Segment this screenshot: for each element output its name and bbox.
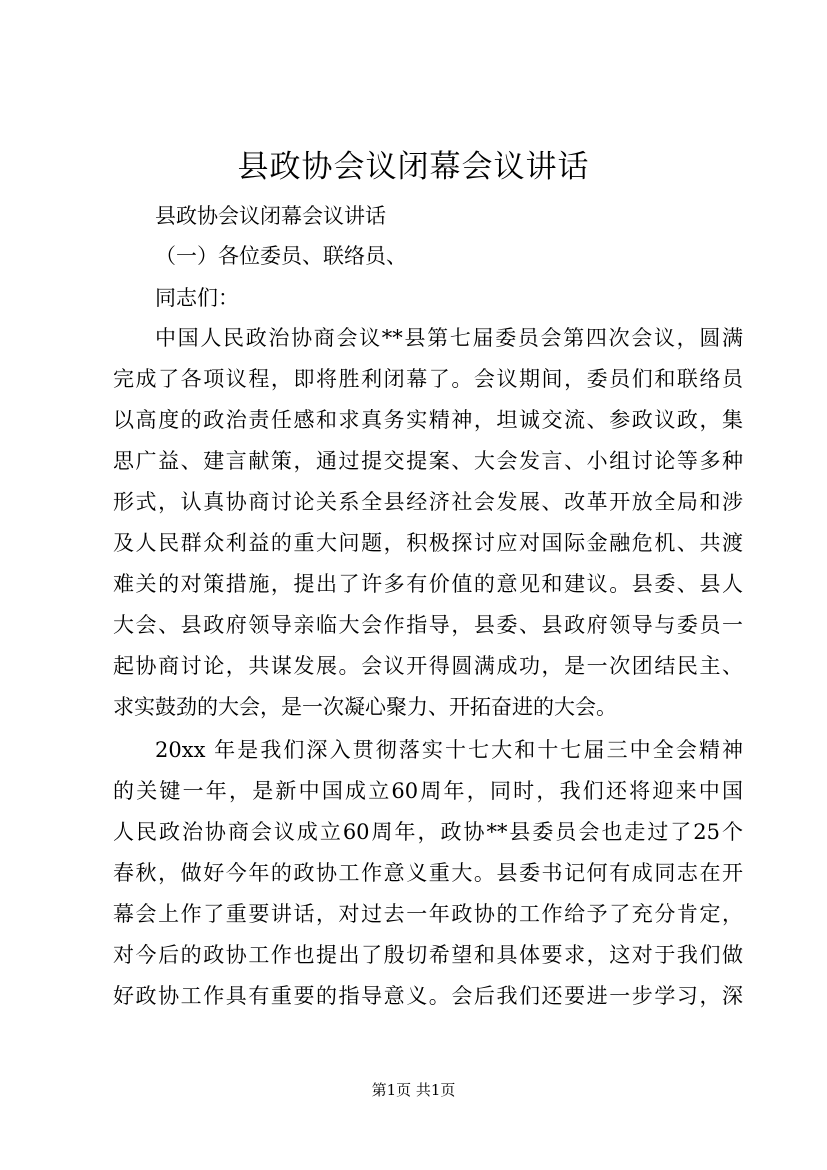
paragraph-line: 中国人民政治协商会议**县第七届委员会第四次会议，圆满 bbox=[155, 326, 743, 350]
paragraph-line: 幕会上作了重要讲话，对过去一年政协的工作给予了充分肯定， bbox=[113, 902, 743, 926]
paragraph-line: 难关的对策措施，提出了许多有价值的意见和建议。县委、县人 bbox=[113, 572, 743, 596]
paragraph-line: 起协商讨论，共谋发展。会议开得圆满成功，是一次团结民主、 bbox=[113, 654, 743, 678]
paragraph-line: 大会、县政府领导亲临大会作指导，县委、县政府领导与委员一 bbox=[113, 613, 743, 637]
paragraph-line: 春秋，做好今年的政协工作意义重大。县委书记何有成同志在开 bbox=[113, 861, 743, 885]
paragraph-line: 及人民群众利益的重大问题，积极探讨应对国际金融危机、共渡 bbox=[113, 531, 743, 555]
paragraph-line: 20xx 年是我们深入贯彻落实十七大和十七届三中全会精神 bbox=[155, 738, 743, 762]
page-number-footer: 第1页 共1页 bbox=[371, 1081, 456, 1099]
salutation-line: 同志们： bbox=[155, 286, 239, 310]
salutation-line: （一）各位委员、联络员、 bbox=[155, 244, 407, 268]
document-title: 县政协会议闭幕会议讲话 bbox=[237, 149, 590, 185]
paragraph-line: 求实鼓劲的大会，是一次凝心聚力、开拓奋进的大会。 bbox=[113, 695, 617, 719]
paragraph-line: 好政协工作具有重要的指导意义。会后我们还要进一步学习，深 bbox=[113, 984, 743, 1008]
subtitle-line: 县政协会议闭幕会议讲话 bbox=[155, 204, 386, 228]
paragraph-line: 的关键一年，是新中国成立60周年，同时，我们还将迎来中国 bbox=[113, 779, 743, 803]
paragraph-line: 以高度的政治责任感和求真务实精神，坦诚交流、参政议政，集 bbox=[113, 408, 743, 432]
paragraph-line: 人民政治协商会议成立60周年，政协**县委员会也走过了25个 bbox=[113, 820, 743, 844]
paragraph-line: 对今后的政协工作也提出了殷切希望和具体要求，这对于我们做 bbox=[113, 943, 743, 967]
paragraph-line: 完成了各项议程，即将胜利闭幕了。会议期间，委员们和联络员 bbox=[113, 367, 743, 391]
paragraph-line: 思广益、建言献策，通过提交提案、大会发言、小组讨论等多种 bbox=[113, 449, 743, 473]
paragraph-line: 形式，认真协商讨论关系全县经济社会发展、改革开放全局和涉 bbox=[113, 490, 743, 514]
